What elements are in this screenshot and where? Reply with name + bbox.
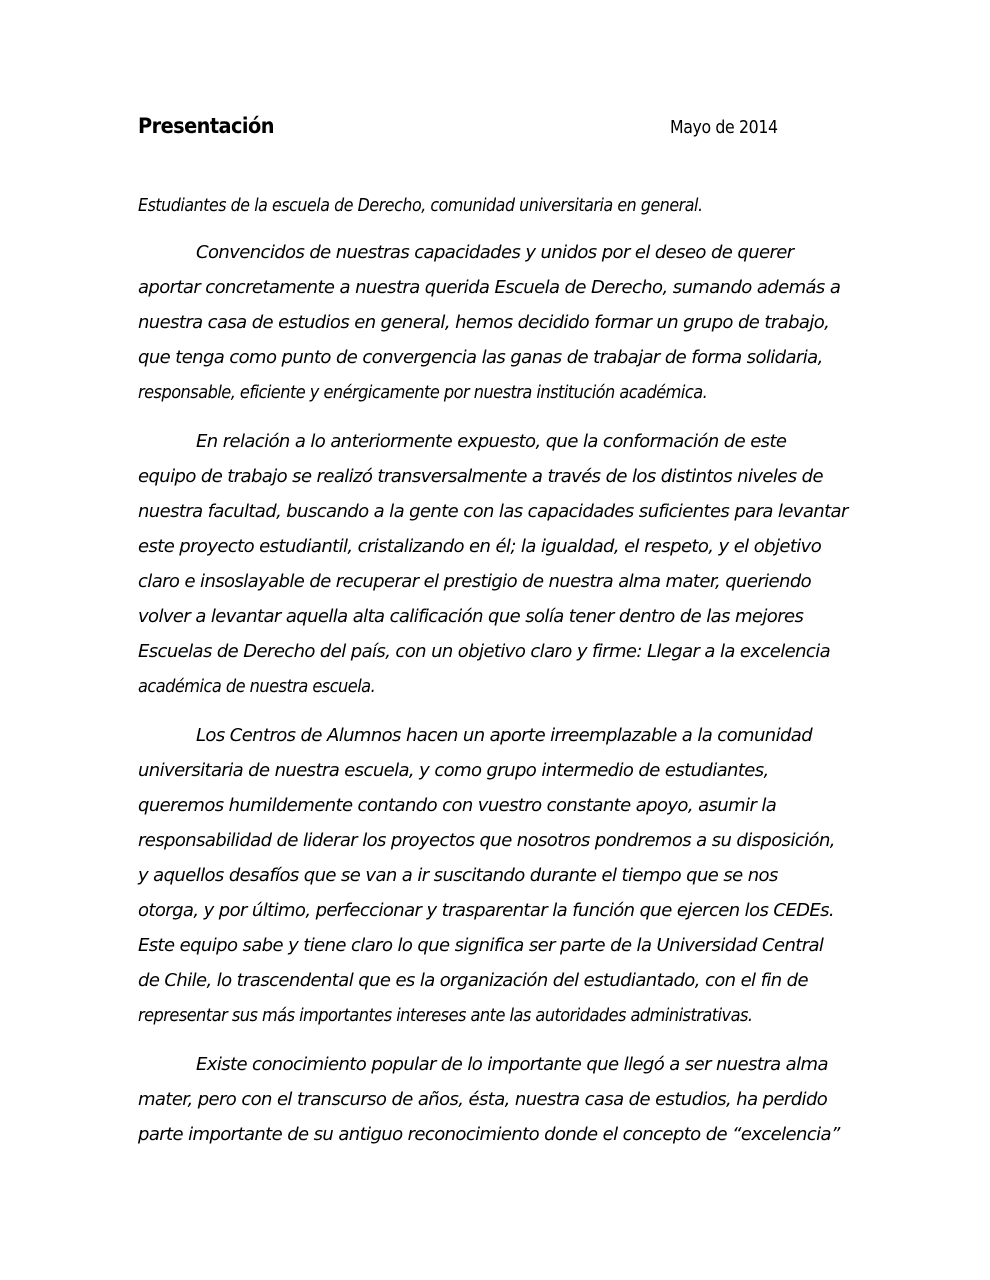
- paragraph-line: universitaria de nuestra escuela, y como grupo intermedio de estudiantes,: [138, 760, 769, 781]
- paragraph-line: responsabilidad de liderar los proyectos que nosotros pondremos a su disposición,: [138, 830, 835, 851]
- document-date: Mayo de 2014: [670, 118, 778, 138]
- paragraph-1: [138, 235, 853, 410]
- paragraph-3: [138, 718, 853, 1033]
- paragraph-line: Existe conocimiento popular de lo importante que llegó a ser nuestra alma: [196, 1054, 828, 1075]
- paragraph-4: [138, 1047, 853, 1152]
- paragraph-line: volver a levantar aquella alta calificación que solía tener dentro de las mejores: [138, 606, 804, 627]
- paragraph-line: claro e insoslayable de recuperar el prestigio de nuestra alma mater, queriendo: [138, 571, 812, 592]
- paragraph-line: que tenga como punto de convergencia las ganas de trabajar de forma solidaria,: [138, 347, 823, 368]
- paragraph-line: nuestra casa de estudios en general, hemos decidido formar un grupo de trabajo,: [138, 312, 830, 333]
- paragraph-line: queremos humildemente contando con vuestro constante apoyo, asumir la: [138, 795, 777, 816]
- paragraph-line: nuestra facultad, buscando a la gente con las capacidades suficientes para levantar: [138, 501, 848, 522]
- paragraph-line: académica de nuestra escuela.: [138, 676, 376, 697]
- paragraph-line: En relación a lo anteriormente expuesto, que la conformación de este: [196, 431, 787, 452]
- paragraph-line: Este equipo sabe y tiene claro lo que significa ser parte de la Universidad Central: [138, 935, 824, 956]
- paragraph-line: Convencidos de nuestras capacidades y unidos por el deseo de querer: [196, 242, 794, 263]
- salutation: Estudiantes de la escuela de Derecho, comunidad universitaria en general.: [138, 195, 703, 216]
- paragraph-line: este proyecto estudiantil, cristalizando en él; la igualdad, el respeto, y el objetivo: [138, 536, 822, 557]
- paragraph-line: de Chile, lo trascendental que es la organización del estudiantado, con el fin de: [138, 970, 808, 991]
- paragraph-line: mater, pero con el transcurso de años, ésta, nuestra casa de estudios, ha perdido: [138, 1089, 828, 1110]
- paragraph-line: y aquellos desafíos que se van a ir suscitando durante el tiempo que se nos: [138, 865, 778, 886]
- paragraph-line: Los Centros de Alumnos hacen un aporte irreemplazable a la comunidad: [196, 725, 813, 746]
- paragraph-line: Escuelas de Derecho del país, con un objetivo claro y firme: Llegar a la excelencia: [138, 641, 831, 662]
- paragraph-line: otorga, y por último, perfeccionar y trasparentar la función que ejercen los CEDEs.: [138, 900, 835, 921]
- paragraph-line: parte importante de su antiguo reconocimiento donde el concepto de “excelencia”: [138, 1124, 840, 1145]
- paragraph-2: [138, 424, 853, 704]
- paragraph-line: representar sus más importantes intereses ante las autoridades administrativas.: [138, 1005, 753, 1026]
- paragraph-line: responsable, eficiente y enérgicamente por nuestra institución académica.: [138, 382, 708, 403]
- paragraph-line: equipo de trabajo se realizó transversalmente a través de los distintos niveles de: [138, 466, 823, 487]
- paragraph-line: aportar concretamente a nuestra querida Escuela de Derecho, sumando además a: [138, 277, 841, 298]
- document-title: Presentación: [138, 114, 274, 138]
